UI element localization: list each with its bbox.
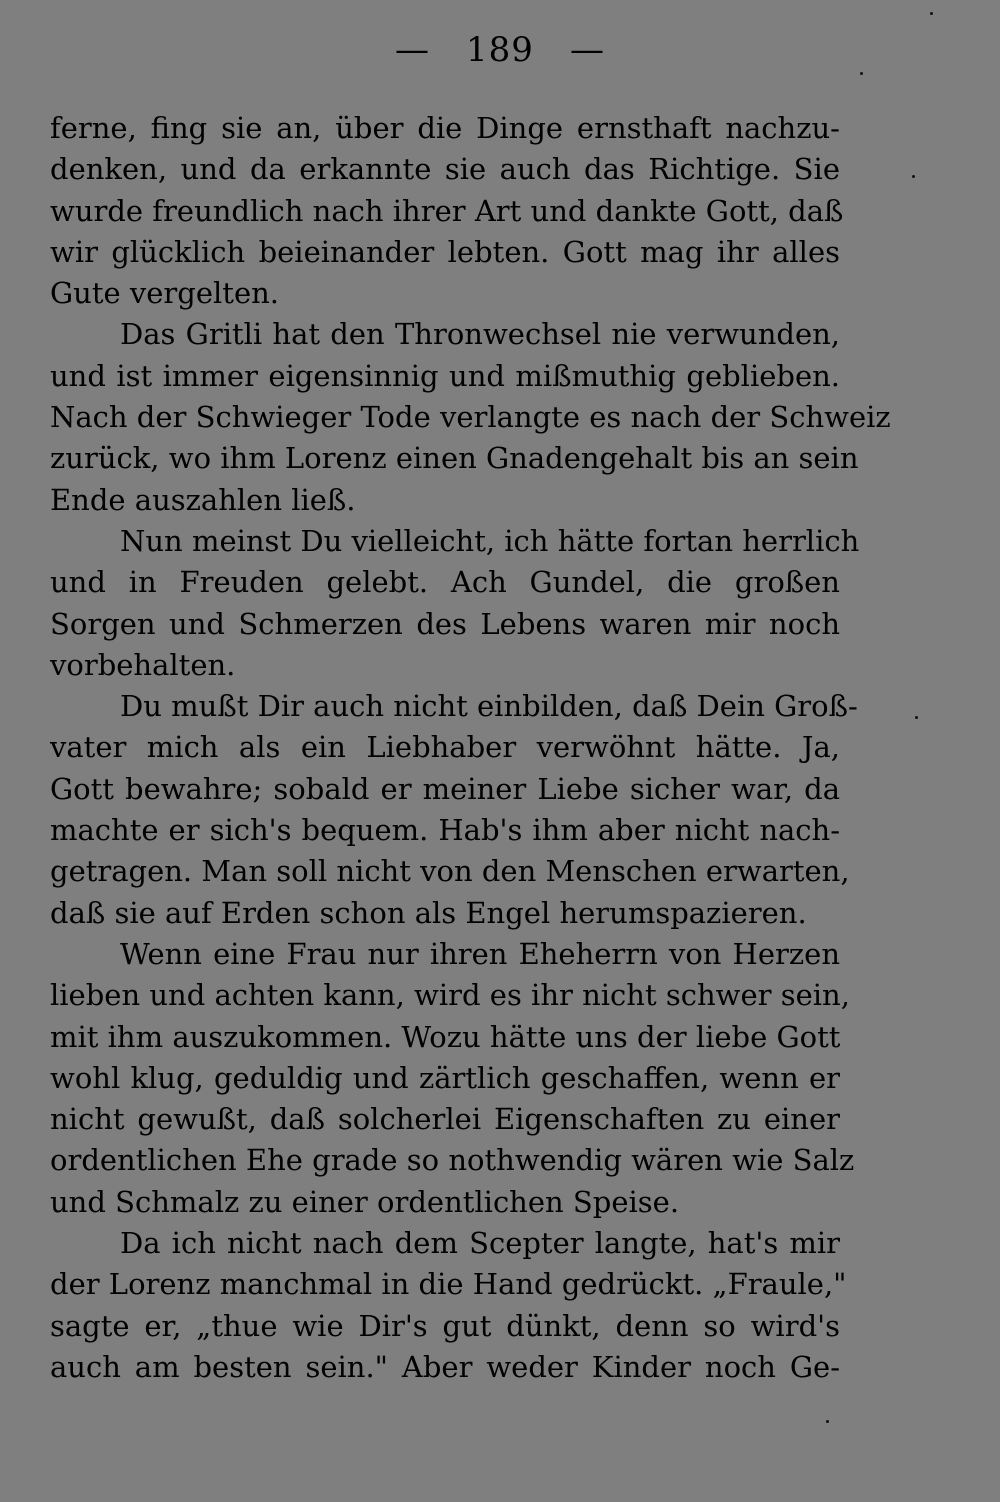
text-line: machte er sich's bequem. Hab's ihm aber nicht nach- bbox=[50, 813, 840, 848]
header-dash-right: — bbox=[569, 30, 605, 70]
text-line: und ist immer eigensinnig und mißmuthig geblieben. bbox=[50, 358, 840, 393]
text-line: Gott bewahre; sobald er meiner Liebe sicher war, da bbox=[50, 771, 840, 806]
text-line: wohl klug, geduldig und zärtlich geschaffen, wenn er bbox=[50, 1060, 840, 1095]
text-line: und Schmalz zu einer ordentlichen Speise. bbox=[50, 1184, 680, 1219]
text-line: Da ich nicht nach dem Scepter langte, hat's mir bbox=[120, 1226, 840, 1261]
scan-speck bbox=[912, 175, 915, 178]
text-line: und in Freuden gelebt. Ach Gundel, die großen bbox=[50, 565, 840, 600]
text-line: vater mich als ein Liebhaber verwöhnt hätte. Ja, bbox=[50, 730, 840, 765]
text-line: sagte er, „thue wie Dir's gut dünkt, denn so wird's bbox=[50, 1308, 840, 1343]
text-line: Nach der Schwieger Tode verlangte es nach der Schweiz bbox=[50, 400, 891, 435]
text-line: zurück, wo ihm Lorenz einen Gnadengehalt bis an sein bbox=[50, 441, 859, 476]
header-dash-left: — bbox=[395, 30, 431, 70]
scan-speck bbox=[860, 72, 863, 75]
text-line: wurde freundlich nach ihrer Art und dankte Gott, daß bbox=[50, 193, 844, 228]
text-line: Sorgen und Schmerzen des Lebens waren mir noch bbox=[50, 606, 840, 641]
text-line: getragen. Man soll nicht von den Menschen erwarten, bbox=[50, 854, 850, 889]
text-line: ordentlichen Ehe grade so nothwendig wären wie Salz bbox=[50, 1143, 855, 1178]
text-line: mit ihm auszukommen. Wozu hätte uns der liebe Gott bbox=[50, 1019, 841, 1054]
page-header bbox=[0, 30, 1000, 70]
text-line: daß sie auf Erden schon als Engel herumspazieren. bbox=[50, 895, 807, 930]
text-line: denken, und da erkannte sie auch das Richtige. Sie bbox=[50, 152, 840, 187]
text-line: der Lorenz manchmal in die Hand gedrückt. „Fraule," bbox=[50, 1267, 847, 1302]
text-line: Wenn eine Frau nur ihren Eheherrn von Herzen bbox=[120, 936, 840, 971]
page-number: 189 bbox=[466, 30, 534, 70]
text-line: ferne, fing sie an, über die Dinge ernsthaft nachzu- bbox=[50, 111, 840, 145]
text-line: auch am besten sein." Aber weder Kinder noch Ge- bbox=[50, 1349, 840, 1384]
text-line: Ende auszahlen ließ. bbox=[50, 482, 356, 517]
text-line: Gute vergelten. bbox=[50, 276, 279, 311]
text-line: Nun meinst Du vielleicht, ich hätte fortan herrlich bbox=[120, 523, 860, 558]
text-line: Du mußt Dir auch nicht einbilden, daß Dein Groß- bbox=[120, 689, 858, 724]
text-line: wir glücklich beieinander lebten. Gott mag ihr alles bbox=[50, 234, 840, 269]
scan-speck bbox=[915, 716, 918, 719]
scan-speck bbox=[930, 12, 933, 15]
text-line: nicht gewußt, daß solcherlei Eigenschaften zu einer bbox=[50, 1102, 840, 1137]
text-line: vorbehalten. bbox=[50, 647, 236, 682]
scan-speck bbox=[826, 1420, 829, 1423]
page-body-text bbox=[50, 108, 891, 1388]
text-line: Das Gritli hat den Thronwechsel nie verwunden, bbox=[120, 317, 840, 352]
text-line: lieben und achten kann, wird es ihr nicht schwer sein, bbox=[50, 978, 850, 1013]
